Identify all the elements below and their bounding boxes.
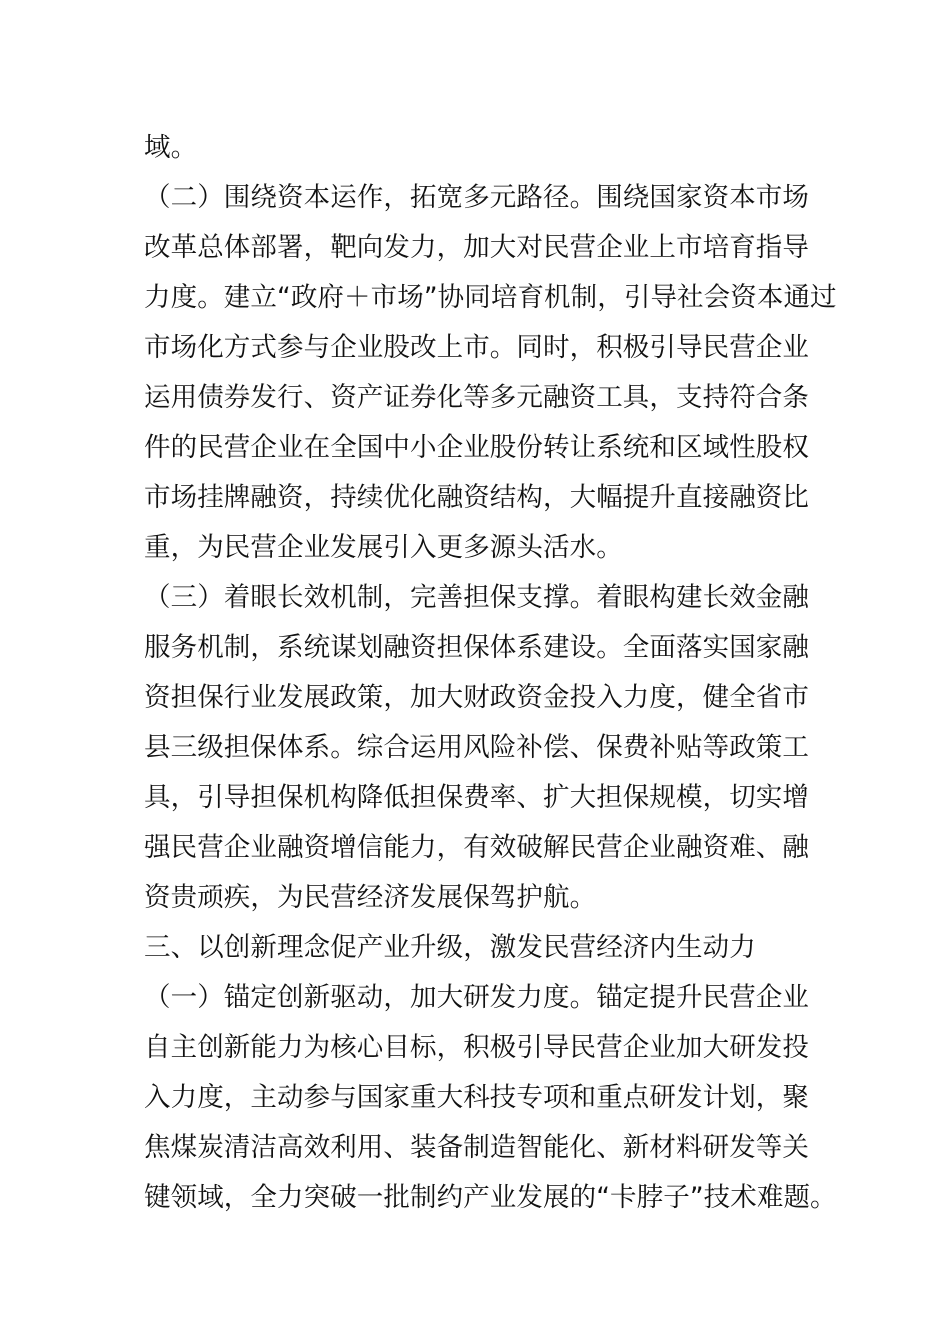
text-line: 入力度，主动参与国家重大科技专项和重点研发计划，聚 bbox=[144, 1082, 809, 1113]
text-line: 资担保行业发展政策，加大财政资金投入力度，健全省市 bbox=[144, 682, 809, 713]
text-line: 资贵顽疾，为民营经济发展保驾护航。 bbox=[144, 882, 597, 913]
text-line: 市场化方式参与企业股改上市。同时，积极引导民营企业 bbox=[144, 332, 809, 363]
text-line: （一）锚定创新驱动，加大研发力度。锚定提升民营企业 bbox=[144, 982, 809, 1013]
text-line: （三）着眼长效机制，完善担保支撑。着眼构建长效金融 bbox=[144, 582, 809, 613]
text-line: 具，引导担保机构降低担保费率、扩大担保规模，切实增 bbox=[144, 782, 809, 813]
text-line: 运用债券发行、资产证券化等多元融资工具，支持符合条 bbox=[144, 382, 809, 413]
text-line: 重，为民营企业发展引入更多源头活水。 bbox=[144, 532, 623, 563]
text-line: 强民营企业融资增信能力，有效破解民营企业融资难、融 bbox=[144, 832, 809, 863]
text-line: 力度。建立“政府＋市场”协同培育机制，引导社会资本通过 bbox=[144, 282, 837, 313]
text-line: 自主创新能力为核心目标，积极引导民营企业加大研发投 bbox=[144, 1032, 809, 1063]
text-line: 县三级担保体系。综合运用风险补偿、保费补贴等政策工 bbox=[144, 732, 809, 763]
text-line: （二）围绕资本运作，拓宽多元路径。围绕国家资本市场 bbox=[144, 182, 809, 213]
text-line: 服务机制，系统谋划融资担保体系建设。全面落实国家融 bbox=[144, 632, 809, 663]
text-line: 焦煤炭清洁高效利用、装备制造智能化、新材料研发等关 bbox=[144, 1132, 809, 1163]
text-line: 改革总体部署，靶向发力，加大对民营企业上市培育指导 bbox=[144, 232, 809, 263]
text-line: 键领域，全力突破一批制约产业发展的“卡脖子”技术难题。 bbox=[144, 1182, 837, 1213]
text-line: 件的民营企业在全国中小企业股份转让系统和区域性股权 bbox=[144, 432, 809, 463]
text-line: 市场挂牌融资，持续优化融资结构，大幅提升直接融资比 bbox=[144, 482, 809, 513]
section-heading: 三、以创新理念促产业升级，激发民营经济内生动力 bbox=[144, 932, 756, 963]
text-line: 域。 bbox=[144, 132, 198, 163]
